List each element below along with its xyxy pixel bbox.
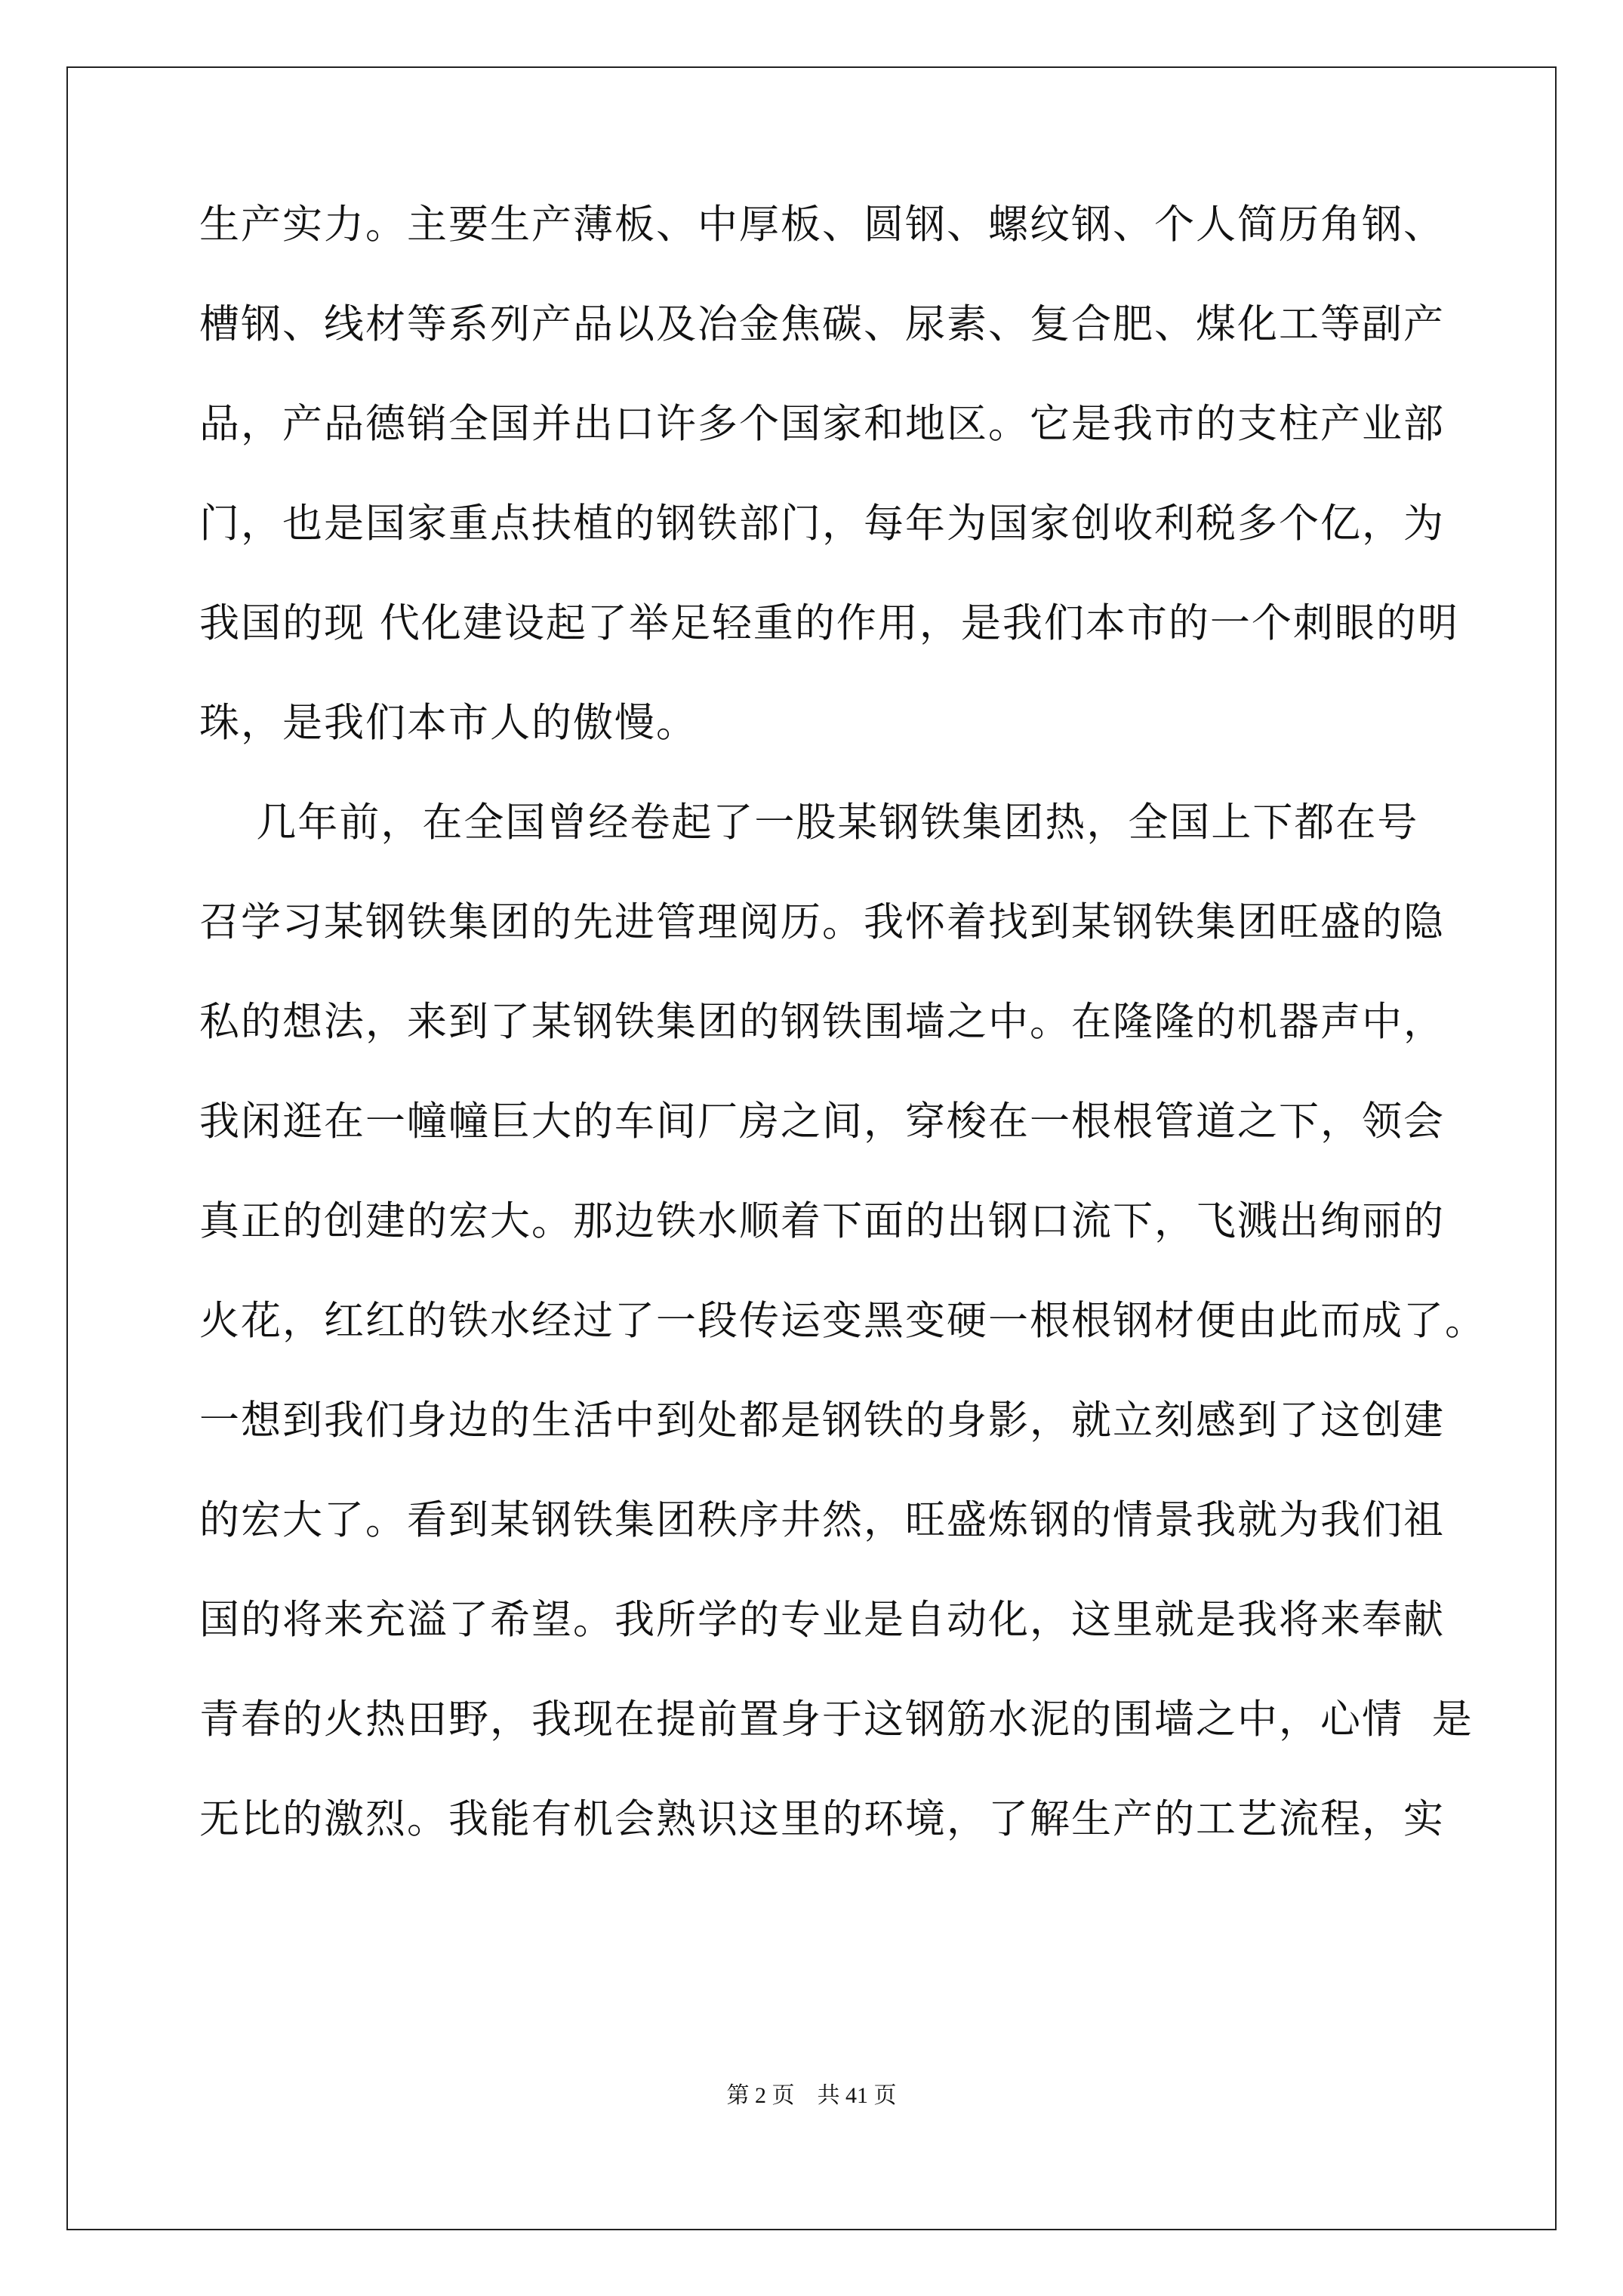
text-line: 我国的现 代化建设起了举足轻重的作用，是我们本市的一个刺眼的明: [199, 600, 1459, 646]
text-line: 生产实力。主要生产薄板、中厚板、圆钢、螺纹钢、个人简历角钢、: [199, 202, 1445, 248]
text-line: 品，产品德销全国并出口许多个国家和地区。它是我市的支柱产业部: [199, 401, 1445, 447]
text-line: 火花，红红的铁水经过了一段传运变黑变硬一根根钢材便由此而成了。: [199, 1298, 1486, 1344]
text-line: 国的将来充溢了希望。我所学的专业是自动化，这里就是我将来奉献: [199, 1597, 1445, 1643]
page-number-footer: 第 2 页 共 41 页: [726, 2083, 897, 2108]
page-border: [66, 66, 1557, 2230]
text-line: 私的想法，来到了某钢铁集团的钢铁围墙之中。在隆隆的机器声中，: [199, 999, 1445, 1045]
text-line: 一想到我们身边的生活中到处都是钢铁的身影，就立刻感到了这创建: [199, 1398, 1445, 1444]
text-line: 几年前，在全国曾经卷起了一股某钢铁集团热，全国上下都在号: [199, 800, 1419, 846]
text-line: 槽钢、线材等系列产品以及冶金焦碳、尿素、复合肥、煤化工等副产: [199, 301, 1445, 347]
text-line: 我闲逛在一幢幢巨大的车间厂房之间，穿梭在一根根管道之下，领会: [199, 1099, 1445, 1145]
text-line: 青春的火热田野，我现在提前置身于这钢筋水泥的围墙之中，心情 是: [199, 1697, 1474, 1743]
text-line: 珠，是我们本市人的傲慢。: [199, 700, 698, 746]
text-line: 真正的创建的宏大。那边铁水顺着下面的出钢口流下，飞溅出绚丽的: [199, 1198, 1445, 1244]
text-line: 无比的激烈。我能有机会熟识这里的环境，了解生产的工艺流程，实: [199, 1796, 1445, 1842]
text-line: 的宏大了。看到某钢铁集团秩序井然，旺盛炼钢的情景我就为我们祖: [199, 1497, 1445, 1543]
text-line: 门，也是国家重点扶植的钢铁部门，每年为国家创收利税多个亿，为: [199, 501, 1445, 547]
text-line: 召学习某钢铁集团的先进管理阅历。我怀着找到某钢铁集团旺盛的隐: [199, 899, 1445, 945]
